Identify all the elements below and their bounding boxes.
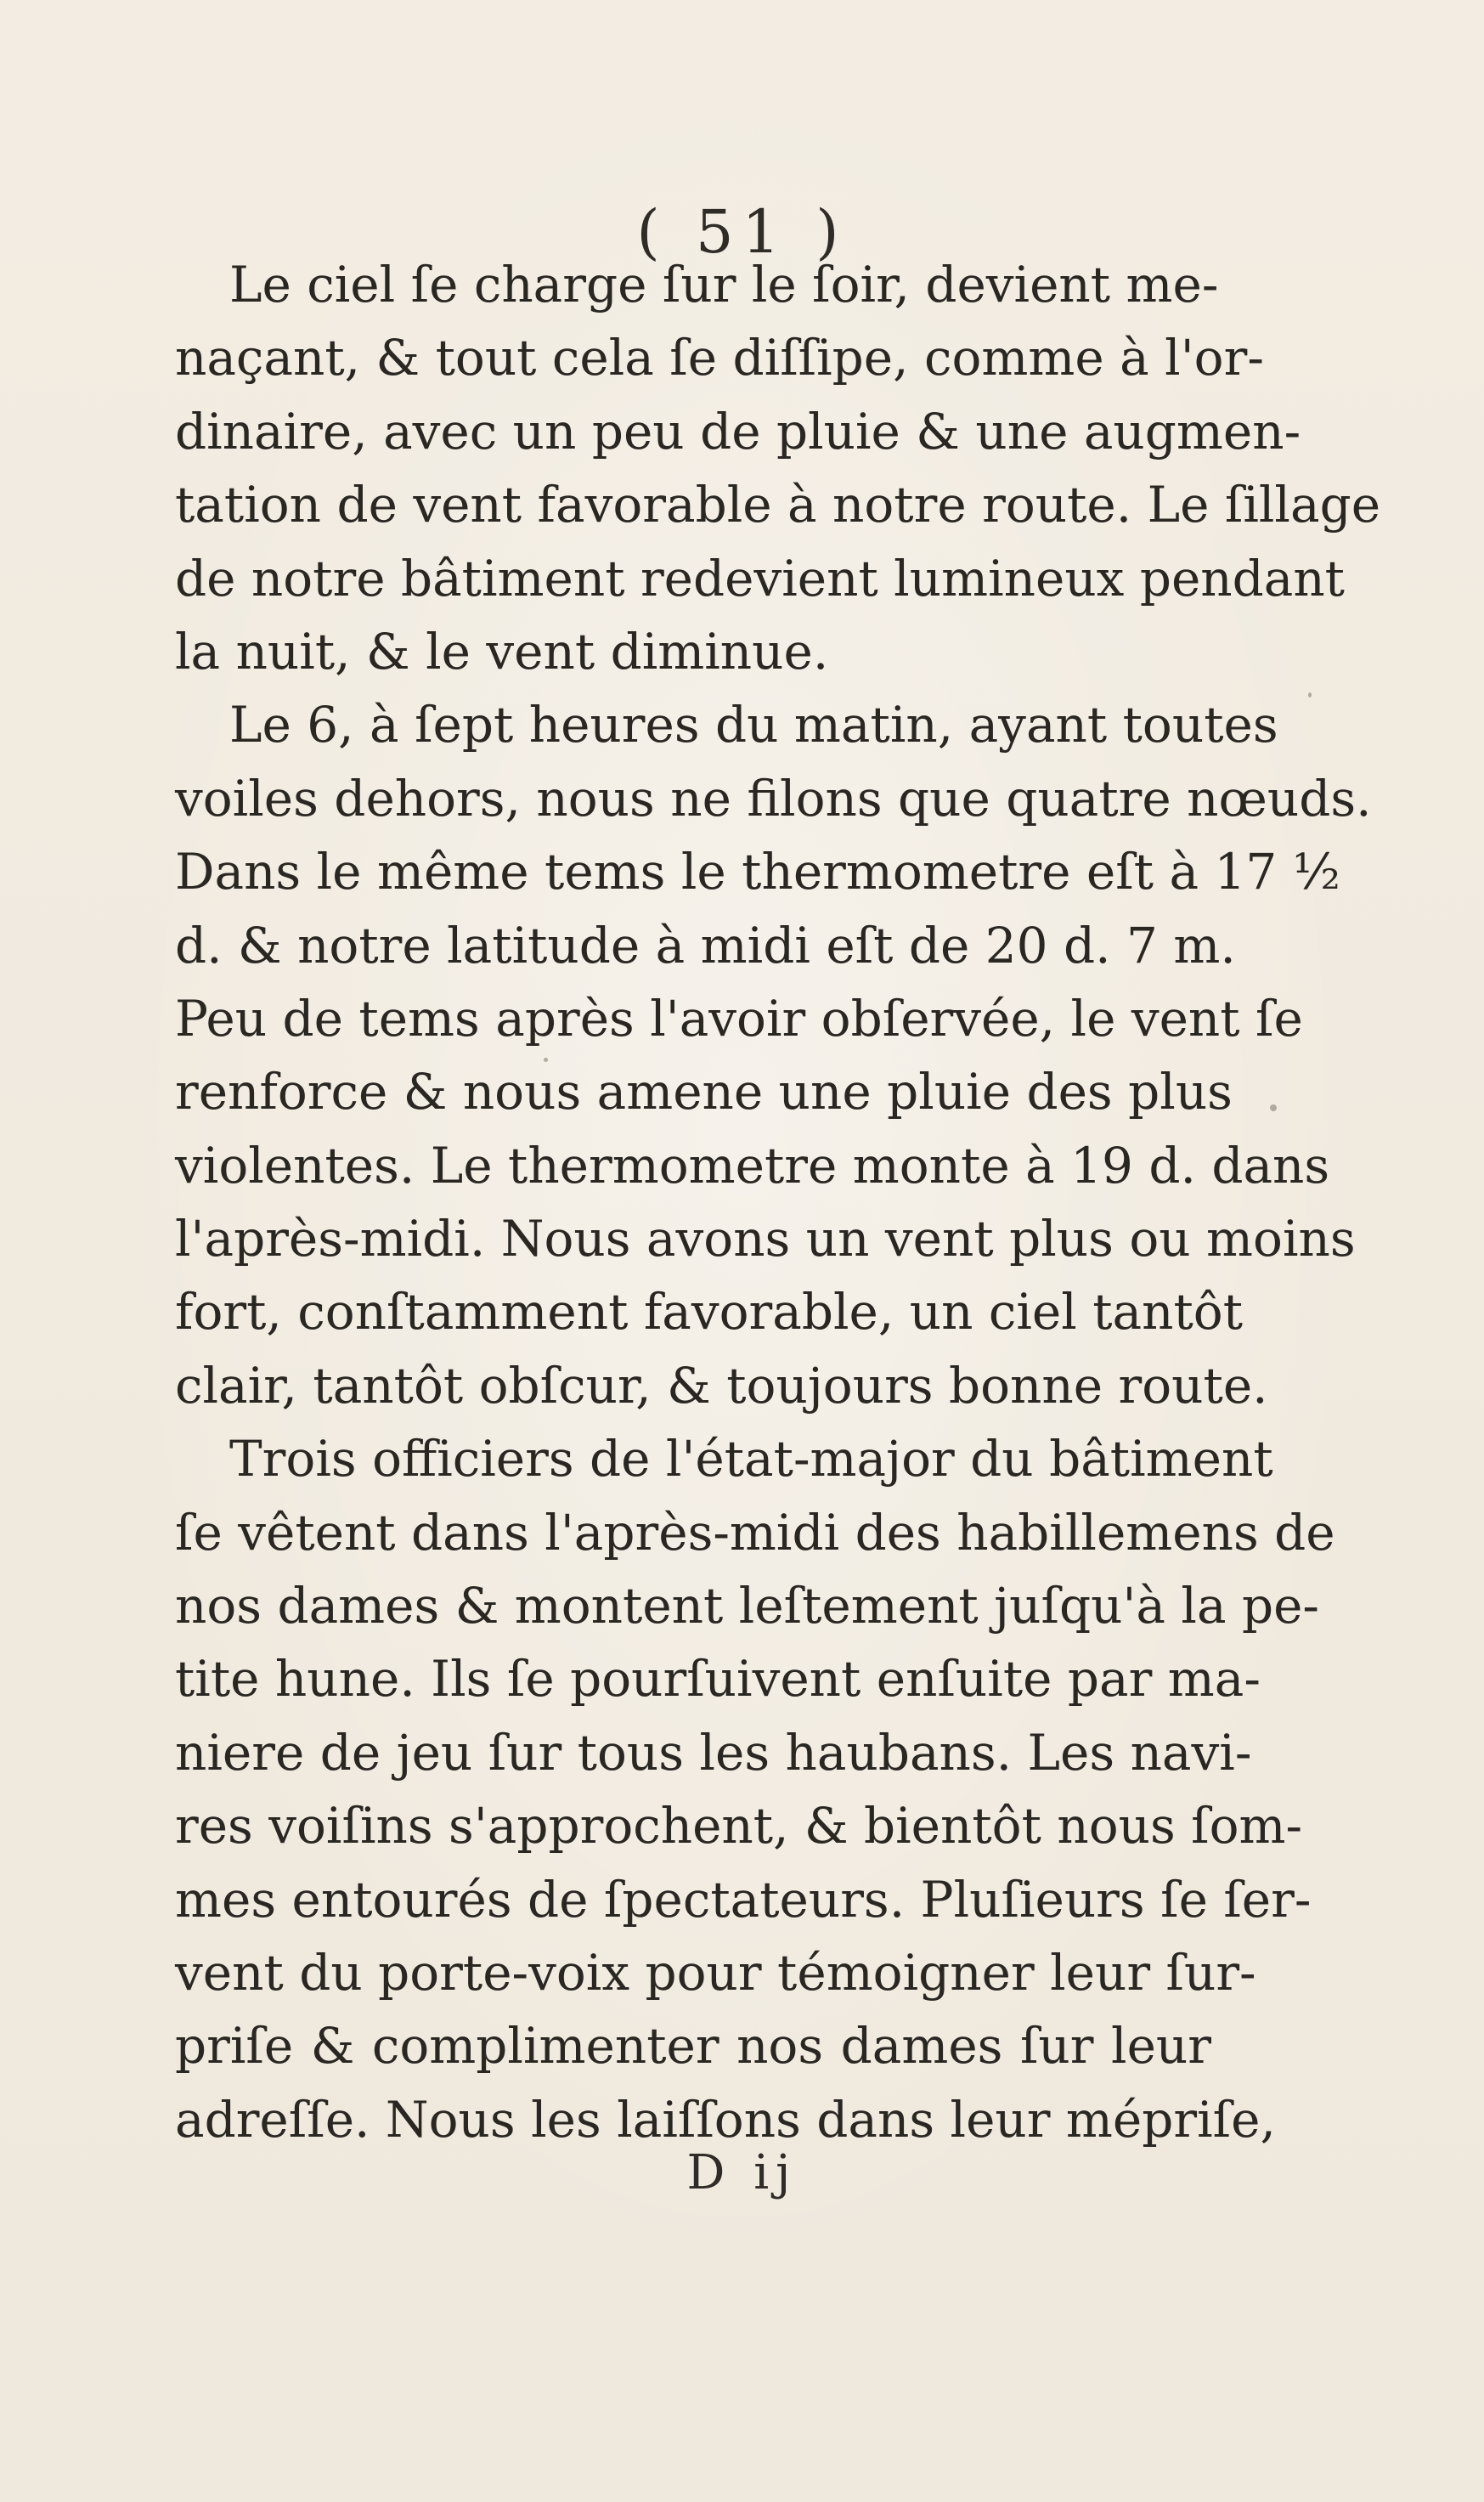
signature-mark: D ij (686, 2145, 798, 2200)
text-line: tation de vent favorable à notre route. Le ſillage (175, 476, 1381, 534)
text-line: ſe vêtent dans l'après-midi des habillemens de (175, 1503, 1335, 1562)
text-line: Trois officiers de l'état-major du bâtiment (229, 1430, 1273, 1488)
text-line: clair, tantôt obſcur, & toujours bonne route. (175, 1356, 1268, 1415)
paper-speck (544, 1058, 548, 1062)
text-line: la nuit, & le vent diminue. (175, 622, 829, 681)
text-line: niere de jeu ſur tous les haubans. Les navi- (175, 1723, 1252, 1782)
paper-speck (1308, 692, 1312, 698)
text-line: Dans le même tems le thermometre eſt à 17 ½ (175, 843, 1340, 901)
text-line: dinaire, avec un peu de pluie & une augmen- (175, 402, 1301, 460)
page-number-header: ( 51 ) (636, 197, 848, 267)
text-line: priſe & complimenter nos dames ſur leur (175, 2017, 1211, 2076)
text-line: de notre bâtiment redevient lumineux pendant (175, 549, 1345, 607)
text-line: renforce & nous amene une pluie des plus (175, 1063, 1233, 1121)
text-line: mes entourés de ſpectateurs. Pluſieurs ſe ſer- (175, 1870, 1312, 1929)
text-line: tite hune. Ils ſe pourſuivent enſuite par ma- (175, 1650, 1261, 1708)
text-line: Le ciel ſe charge ſur le ſoir, devient me- (229, 256, 1219, 313)
text-line: Le 6, à ſept heures du matin, ayant toutes (229, 696, 1278, 754)
text-line: Peu de tems après l'avoir obſervée, le vent ſe (175, 989, 1303, 1048)
text-line: fort, conſtamment favorable, un ciel tantôt (175, 1283, 1243, 1341)
text-line: nos dames & montent leſtement juſqu'à la pe- (175, 1577, 1320, 1635)
text-line: d. & notre latitude à midi eſt de 20 d. 7 m. (175, 916, 1236, 974)
text-line: naçant, & tout cela ſe diſſipe, comme à l'or- (175, 329, 1264, 387)
text-line: voiles dehors, nous ne filons que quatre nœuds. (175, 769, 1372, 827)
paper-speck (1270, 1104, 1277, 1111)
text-line: violentes. Le thermometre monte à 19 d. dans (175, 1136, 1330, 1195)
text-line: vent du porte-voix pour témoigner leur ſur- (175, 1943, 1256, 2002)
text-line: res voiſins s'approchent, & bientôt nous ſom- (175, 1797, 1303, 1855)
body-text (175, 248, 1381, 2156)
text-line: l'après-midi. Nous avons un vent plus ou moins (175, 1210, 1356, 1268)
text-line: adreſſe. Nous les laiſſons dans leur mépriſe, (175, 2090, 1276, 2149)
